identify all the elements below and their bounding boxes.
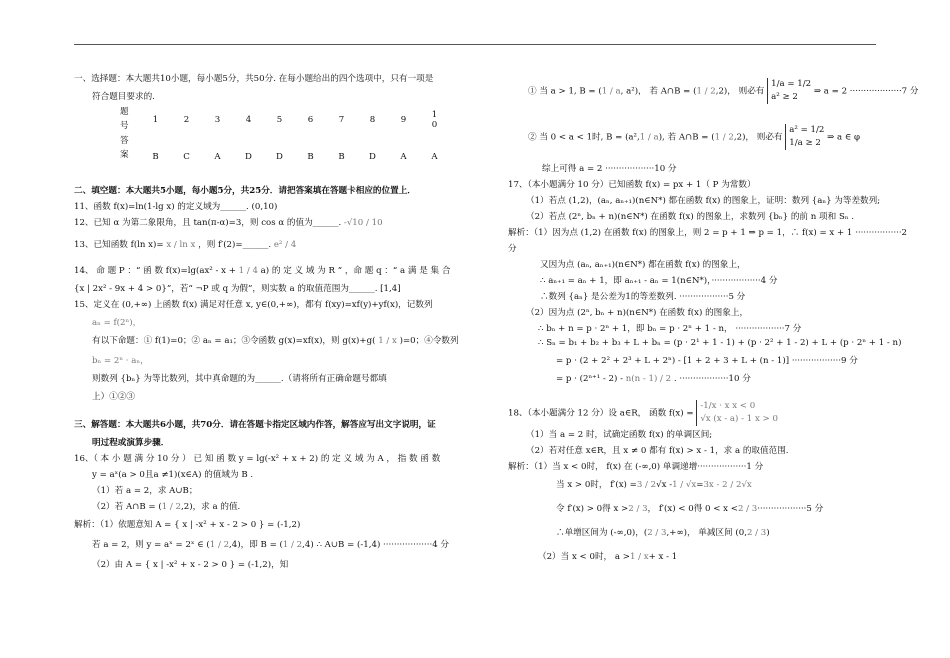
answer-cell: B (152, 152, 159, 162)
r-case1: ① 当 a > 1, B = (1 / a, a²)， 若 A∩B = (1 / 2,2)， 则必有 1/a = 1/2 a² ≥ 2 ⇒ a = 2 ···················7 分 (528, 79, 919, 102)
q17: 17、（本小题满分 10 分）已知函数 f(x) = px + 1（ P 为常数） (508, 180, 756, 190)
q11: 11、函数 f(x)=ln(1-lg x) 的定义域为______. (0,10) (74, 202, 278, 212)
s16-c: （2）由 A = { x | -x² + x - 2 > 0 } = (-1,2)，知 (92, 560, 289, 570)
sec3-title: 三、解答题：本大题共6小题，共70分．请在答题卡指定区域内作答，解答应写出文字说明，证 (74, 420, 436, 430)
q15-props: 有以下命题：① f(1)=0；② aₙ = a₁；③令函数 g(x)=xf(x)，则 g(x)+g( 1 / x )=0；④令数列 (92, 336, 459, 346)
q15-seq: aₙ = f(2ⁿ)， (92, 318, 142, 328)
number-row (140, 108, 450, 132)
question-number: 1 0 (431, 110, 438, 130)
sec2-title: 二、填空题：本大题共5小题，每小题5分，共25分．请把答案填在答题卡相应的位置上． (74, 186, 416, 196)
question-number: 5 (276, 115, 283, 125)
q13-answer: e² / 4 (273, 240, 297, 250)
q12: 12、已知 α 为第二象限角，且 tan(π-α)=3，则 cos α 的值为______. -√10 / 10 (74, 218, 383, 228)
s18-a: 解析：（1）当 x < 0时， f(x) 在 (-∞,0) 单调递增··················1 分 (508, 462, 764, 472)
answer-cell: A (400, 152, 407, 162)
question-number: 8 (369, 115, 376, 125)
q15: 15、定义在 (0,+∞) 上函数 f(x) 满足对任意 x, y∈(0,+∞)，都有 f(xy)=xf(y)+yf(x)，记数列 (74, 300, 433, 310)
s17-a: 解析：（1）因为点 (1,2) 在函数 f(x) 的图象上，则 2 = p + 1 ⇒ p = 1，∴ f(x) = x + 1 ·················2 (508, 228, 908, 238)
r-case2: ② 当 0 < a < 1时, B = (a²,1 / a), 若 A∩B = (1 / 2,2)， 则必有 a² = 1/2 1/a ≥ 2 ⇒ a ∈ φ (528, 125, 860, 148)
q17-part2: （2）若点 (2ⁿ, bₙ + n)(n∈N*) 在函数 f(x) 的图象上，求数列 {bₙ} 的前 n 项和 Sₙ . (526, 212, 855, 222)
q13: 13、已知函数 f(ln x)= x / ln x ，则 f′(2)=______. e² / 4 (74, 240, 297, 250)
s17-g: ∴ Sₙ = b₁ + b₂ + b₃ + L + bₙ = (p · 2¹ + 1 - 1) + (p · 2² + 1 - 2) + L + (p · 2ⁿ + 1 - n) (538, 338, 902, 348)
q16-part1: （1）若 a = 2，求 A∪B； (92, 486, 198, 496)
question-number: 7 (338, 115, 345, 125)
question-number: 1 (152, 115, 159, 125)
q18: 18、（本小题满分 12 分）设 a∈R， 函数 f(x) = -1/x · x x < 0 √x (x - a) - 1 x > 0 (508, 401, 778, 424)
table-head-label: 题 号 (120, 107, 129, 131)
r-conclusion: 综上可得 a = 2 ··················10 分 (542, 164, 677, 174)
q18-part1: （1）当 a = 2 时，试确定函数 f(x) 的单调区间; (526, 430, 713, 440)
table-answer-label: 答 案 (120, 136, 129, 160)
sec1-title: 一、选择题：本大题共10小题，每小题5分，共50分. 在每小题给出的四个选项中，只有一项是 (74, 74, 434, 84)
answer-cell: B (307, 152, 314, 162)
question-number: 9 (400, 115, 407, 125)
question-number: 4 (245, 115, 252, 125)
answer-cell: D (276, 152, 283, 162)
answer-cell: A (431, 152, 438, 162)
s17-c: ∴ aₙ₊₁ = aₙ + 1，即 aₙ₊₁ - aₙ = 1(n∈N*)，··················4 分 (540, 276, 778, 286)
q16-b: y = aˣ(a > 0且a ≠1)(x∈A) 的值域为 B . (92, 470, 254, 480)
q15-answer: 上）①②③ (92, 392, 135, 402)
q14-cont: {x | 2x² - 9x + 4 > 0}”，若“ ¬P 或 q 为假”，则实数 a 的取值范围为______. [1,4] (74, 284, 401, 294)
q12-answer: -√10 / 10 (343, 218, 383, 228)
s17-a2: 分 (508, 244, 517, 254)
s16-b: 若 a = 2，则 y = aˣ = 2ˣ ∈ (1 / 2,4)，即 B = (1 / 2,4) ∴ A∪B = (-1,4) ··················4 分 (92, 540, 449, 550)
q14: 14、 命 题 P ：“ 函 数 f(x)=lg(ax² - x + 1 / 4 a) 的 定 义 域 为 R ” ，命 题 q ：“ a 满 是 集 合 (74, 266, 451, 276)
answer-row (140, 150, 450, 164)
s17-b: 又因为点 (aₙ, aₙ₊₁)(n∈N*) 都在函数 f(x) 的图象上， (540, 260, 746, 270)
s17-e: （2）因为点 (2ⁿ, bₙ + n)(n∈N*) 在函数 f(x) 的图象上， (526, 308, 749, 318)
q18-piecewise: -1/x · x x < 0 √x (x - a) - 1 x > 0 (696, 400, 778, 426)
s18-b: 当 x > 0时， f′(x) =3 / 2√x -1 / √x=3x - 2 / 2√x (556, 480, 752, 490)
s17-i: = p · (2ⁿ⁺¹ - 2) - n(n - 1) / 2 . ··················10 分 (556, 374, 751, 384)
q15-bn: bₙ = 2ⁿ · aₙ， (92, 356, 149, 366)
s18-e: （2）当 x < 0时， a >1 / x+ x - 1 (538, 552, 678, 562)
question-number: 6 (307, 115, 314, 125)
answer-cell: D (245, 152, 252, 162)
q17-part1: （1）若点 (1,2)，(aₙ, aₙ₊₁)(n∈N*) 都在函数 f(x) 的图象上，证明：数列 {aₙ} 为等差数列; (526, 196, 881, 206)
answer-table (140, 108, 450, 164)
sec3-title-cont: 明过程或演算步骤． (92, 438, 170, 448)
s17-d: ∴数列 {aₙ} 是公差为1的等差数列. ··················5 分 (540, 292, 746, 302)
s16-a: 解析：（1）依题意知 A = { x | -x² + x - 2 > 0 } = (-1,2) (74, 520, 301, 530)
q18-part2: （2）若对任意 x∈R，且 x ≠ 0 都有 f(x) > x - 1，求 a 的取值范围. (526, 446, 789, 456)
case2-brace: a² = 1/2 1/a ≥ 2 (785, 124, 824, 150)
q16: 16、（ 本 小 题 满 分 10 分 ） 已 知 函 数 y = lg(-x² + x + 2) 的 定 义 域 为 A ， 指 数 函 数 (74, 454, 441, 464)
q16-part2: （2）若 A∩B = (1 / 2,2)，求 a 的值. (92, 502, 241, 512)
answer-cell: C (183, 152, 190, 162)
question-number: 3 (214, 115, 221, 125)
header-rule (74, 44, 876, 45)
q15-stem: 则数列 {bₙ} 为等比数列，其中真命题的为______.（请将所有正确命题号都填 (92, 374, 387, 384)
case1-brace: 1/a = 1/2 a² ≥ 2 (767, 78, 811, 104)
answer-cell: D (369, 152, 376, 162)
sec1-title-cont: 符合题目要求的. (92, 92, 155, 102)
answer-cell: A (214, 152, 221, 162)
s17-h: = p · (2 + 2² + 2³ + L + 2ⁿ) - [1 + 2 + 3 + L + (n - 1)] ··················9 分 (556, 356, 858, 366)
question-number: 2 (183, 115, 190, 125)
answer-cell: B (338, 152, 345, 162)
s18-d: ∴单增区间为 (-∞,0)，(2 / 3,+∞)， 单减区间 (0,2 / 3) (556, 528, 770, 538)
s18-c: 令 f′(x) > 0得 x >2 / 3， f′(x) < 0得 0 < x <2 / 3··················5 分 (556, 504, 824, 514)
s17-f: ∴ bₙ + n = p · 2ⁿ + 1，即 bₙ = p · 2ⁿ + 1 - n， ··················7 分 (538, 324, 802, 334)
